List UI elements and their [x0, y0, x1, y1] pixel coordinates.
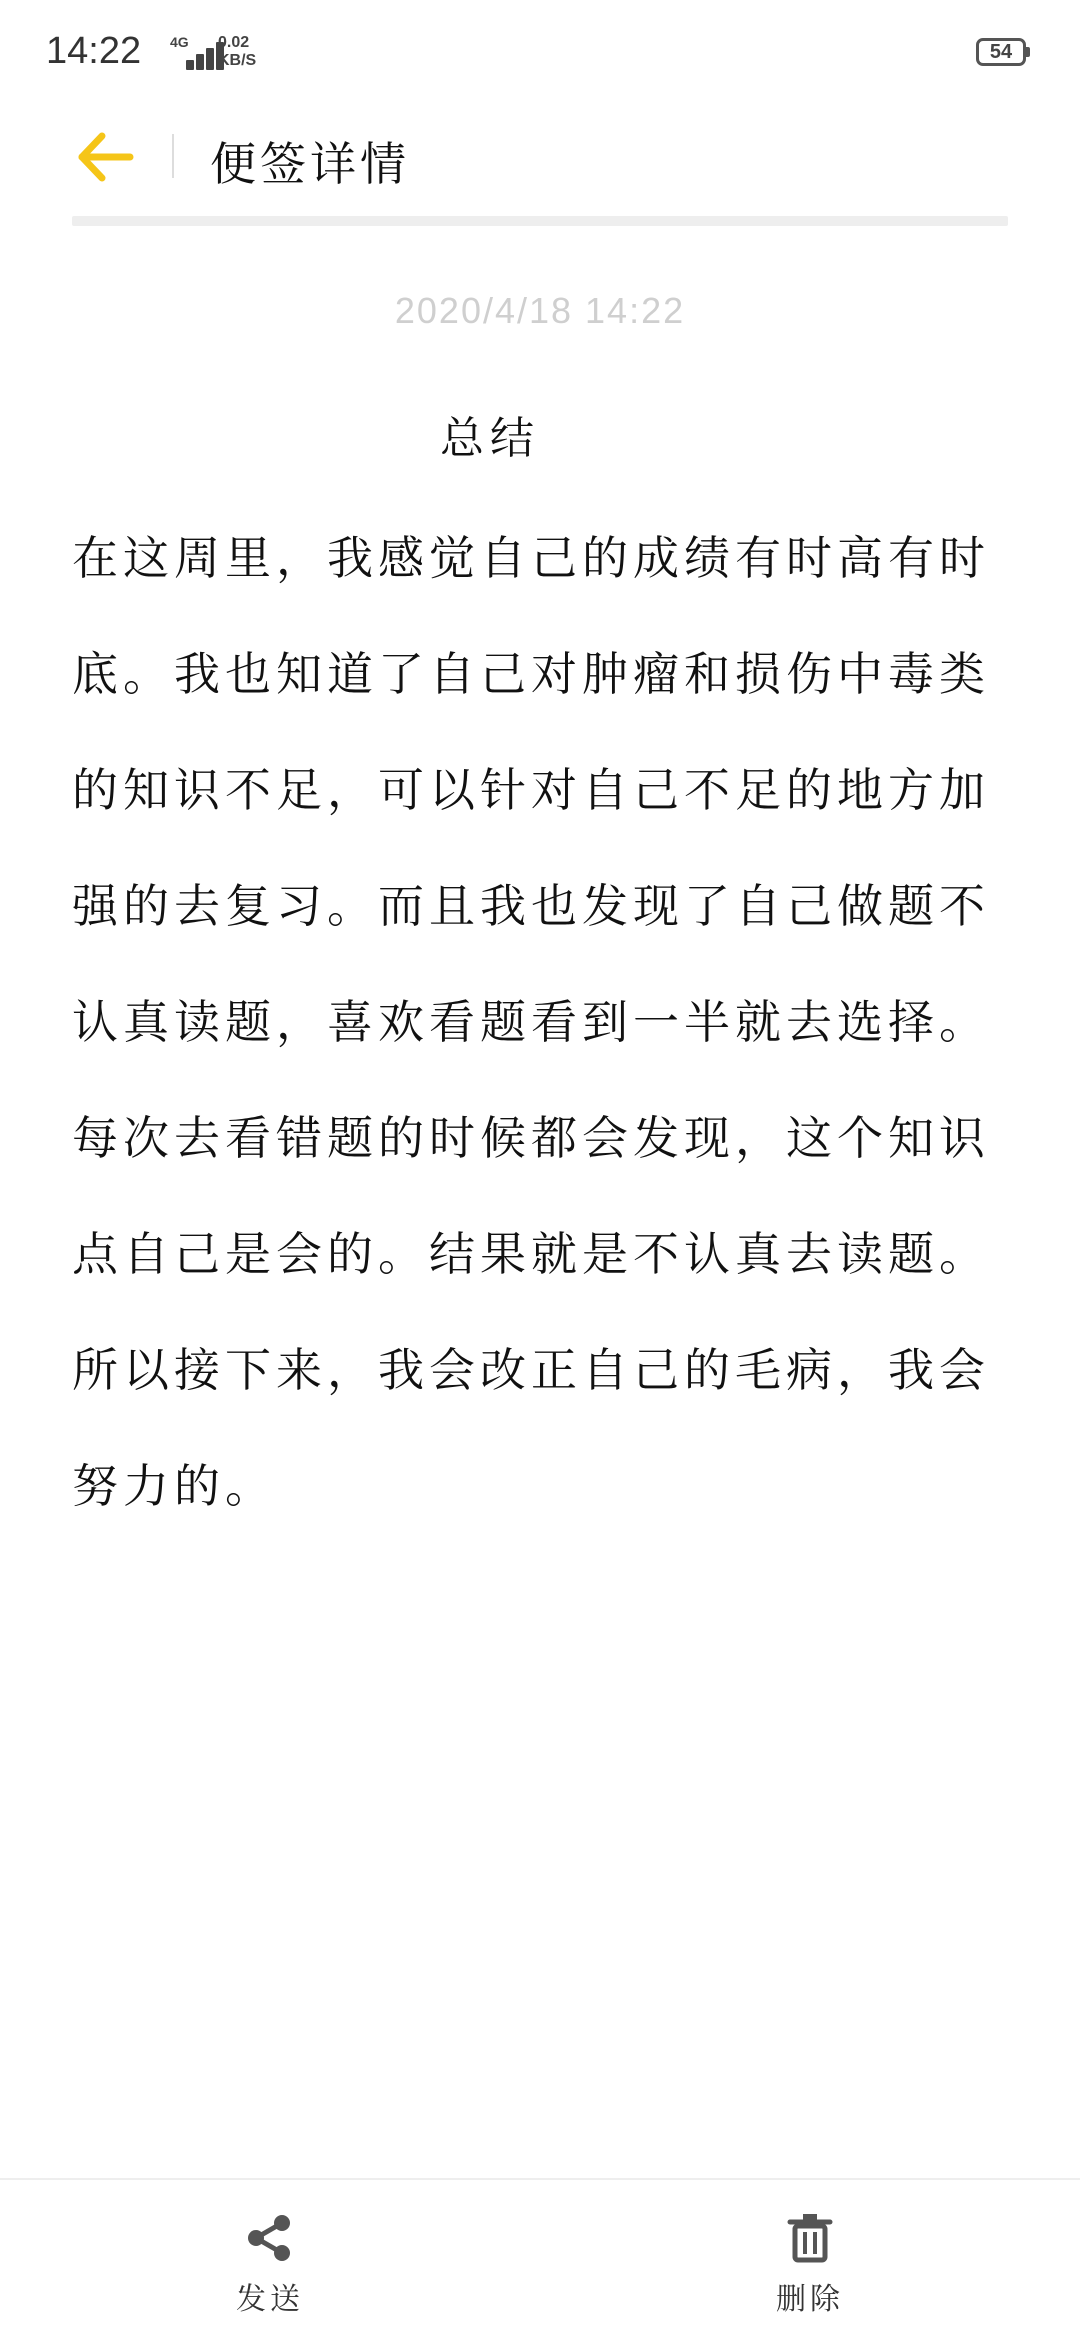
network-speed-value: 0.02 — [218, 34, 250, 51]
share-icon — [242, 2210, 298, 2266]
header — [0, 110, 1080, 220]
trash-icon — [782, 2210, 838, 2266]
header-separator — [72, 216, 1008, 226]
header-divider — [172, 134, 174, 178]
arrow-left-icon — [70, 122, 140, 192]
status-time: 14:22 — [46, 30, 142, 72]
network-speed-unit: KB/S — [218, 52, 257, 69]
note-title: 总结 — [440, 413, 540, 464]
network-type: 4G — [170, 34, 189, 50]
status-bar — [0, 0, 1080, 110]
page-title: 便签详情 — [210, 137, 410, 191]
battery-level: 54 — [989, 41, 1013, 63]
bottom-action-bar — [0, 2178, 1080, 2342]
battery-icon — [976, 38, 1026, 66]
note-body: 在这周里，我感觉自己的成绩有时高有时底。我也知道了自己对肿瘤和损伤中毒类的知识不足，可以针对自己不足的地方加强的去复习。而且我也发现了自己做题不认真读题，喜欢看题看到一半就去选择。每次去看错题的时候都会发现，这个知识点自己是会的。结果就是不认真去读题。所以接下来，我会改正自己的毛病，我会努力的。 — [72, 531, 990, 1513]
note-date: 2020/4/18 14:22 — [394, 290, 686, 331]
back-button[interactable] — [70, 122, 140, 192]
network-speed — [218, 34, 256, 70]
send-label: 发送 — [236, 2282, 304, 2317]
delete-button[interactable] — [710, 2210, 910, 2330]
send-button[interactable] — [170, 2210, 370, 2330]
delete-label: 删除 — [776, 2282, 844, 2317]
